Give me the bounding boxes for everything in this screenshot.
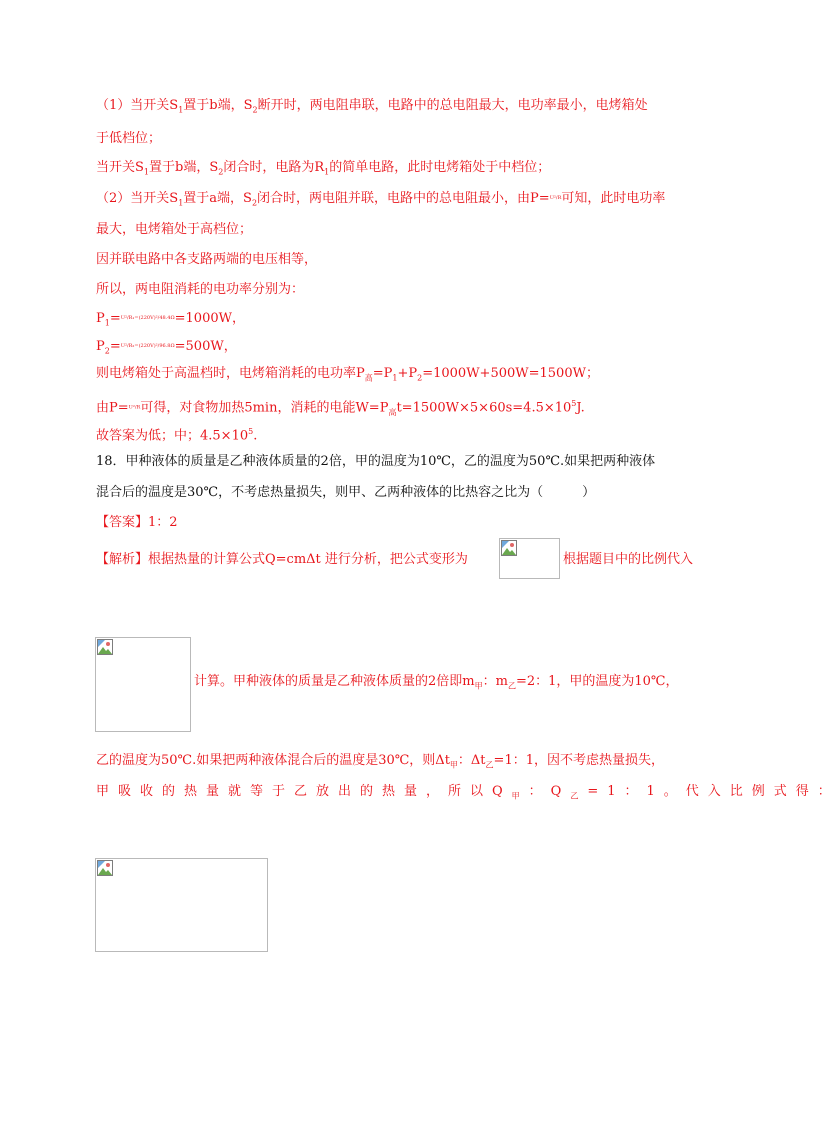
formula-image-2 [95, 637, 191, 732]
solution-line-6: 因并联电路中各支路两端的电压相等， [96, 252, 318, 267]
solution-line-7: 所以，两电阻消耗的电功率分别为： [96, 282, 305, 297]
analysis-line-1a: 【解析】根据热量的计算公式Q=cmΔt 进行分析，把公式变形为 [96, 552, 468, 567]
formula-image-1 [499, 538, 560, 579]
analysis-line-2: 计算。甲种液体的质量是乙种液体质量的2倍即$m_甲$：$m_乙=2$：1，甲的温度为10℃， [194, 674, 679, 691]
answer-line: 【答案】1：2 [96, 515, 178, 530]
analysis-line-4: 甲吸收的热量就等于乙放出的热量，所以$Q_甲$：$Q_乙=1$：1。代入比例式得： [96, 784, 840, 801]
solution-line-4: （2）当开关$S_1$置于a端，$S_2$闭合时，两电阻并联，电路中的总电阻最小，由P=$^{U^2/R}$可知，此时电功率 [96, 191, 666, 208]
solution-line-2: 于低档位； [96, 131, 162, 146]
solution-line-11: 由P=$^{U^2/R}$可得，对食物加热5min，消耗的电能$W=P_高t=1500W\times 5\times 60s=4.5\times 10^5J$. [96, 399, 585, 417]
solution-line-3: 当开关$S_1$置于b端，$S_2$闭合时，电路为$R_1$的简单电路，此时电烤箱处于中档位； [96, 160, 551, 177]
solution-line-p1: $P_1=^{U^2/R_1=(220V)^2/48.4\Omega}=1000W$， [96, 311, 245, 328]
solution-line-p2: $P_2=^{U^2/R_2=(220V)^2/96.8\Omega}=500W$， [96, 339, 237, 356]
formula-image-3 [95, 858, 268, 952]
question-18-line-2: 混合后的温度是30℃，不考虑热量损失，则甲、乙两种液体的比热容之比为（ ） [96, 485, 596, 500]
answer-summary: 故答案为低；中；$4.5\times 10^5$. [96, 427, 258, 444]
question-18-line-1: 18．甲种液体的质量是乙种液体质量的2倍，甲的温度为10℃，乙的温度为50℃.如果把两种液体 [96, 454, 656, 469]
analysis-line-3: 乙的温度为50℃.如果把两种液体混合后的温度是30℃，则$\Delta t_甲$：$\Delta t_乙=1$：1，因不考虑热量损失， [96, 753, 664, 770]
broken-image-icon [501, 540, 517, 556]
solution-line-10: 则电烤箱处于高温档时，电烤箱消耗的电功率$P_高=P_1+P_2=1000W+500W=1500W$； [96, 366, 599, 383]
broken-image-icon [97, 860, 113, 876]
broken-image-icon [97, 639, 113, 655]
solution-line-5: 最大，电烤箱处于高档位； [96, 222, 253, 237]
solution-line-1: （1）当开关$S_1$置于b端，$S_2$断开时，两电阻串联，电路中的总电阻最大，电功率最小，电烤箱处 [96, 98, 648, 115]
analysis-line-1b: 根据题目中的比例代入 [563, 552, 694, 567]
